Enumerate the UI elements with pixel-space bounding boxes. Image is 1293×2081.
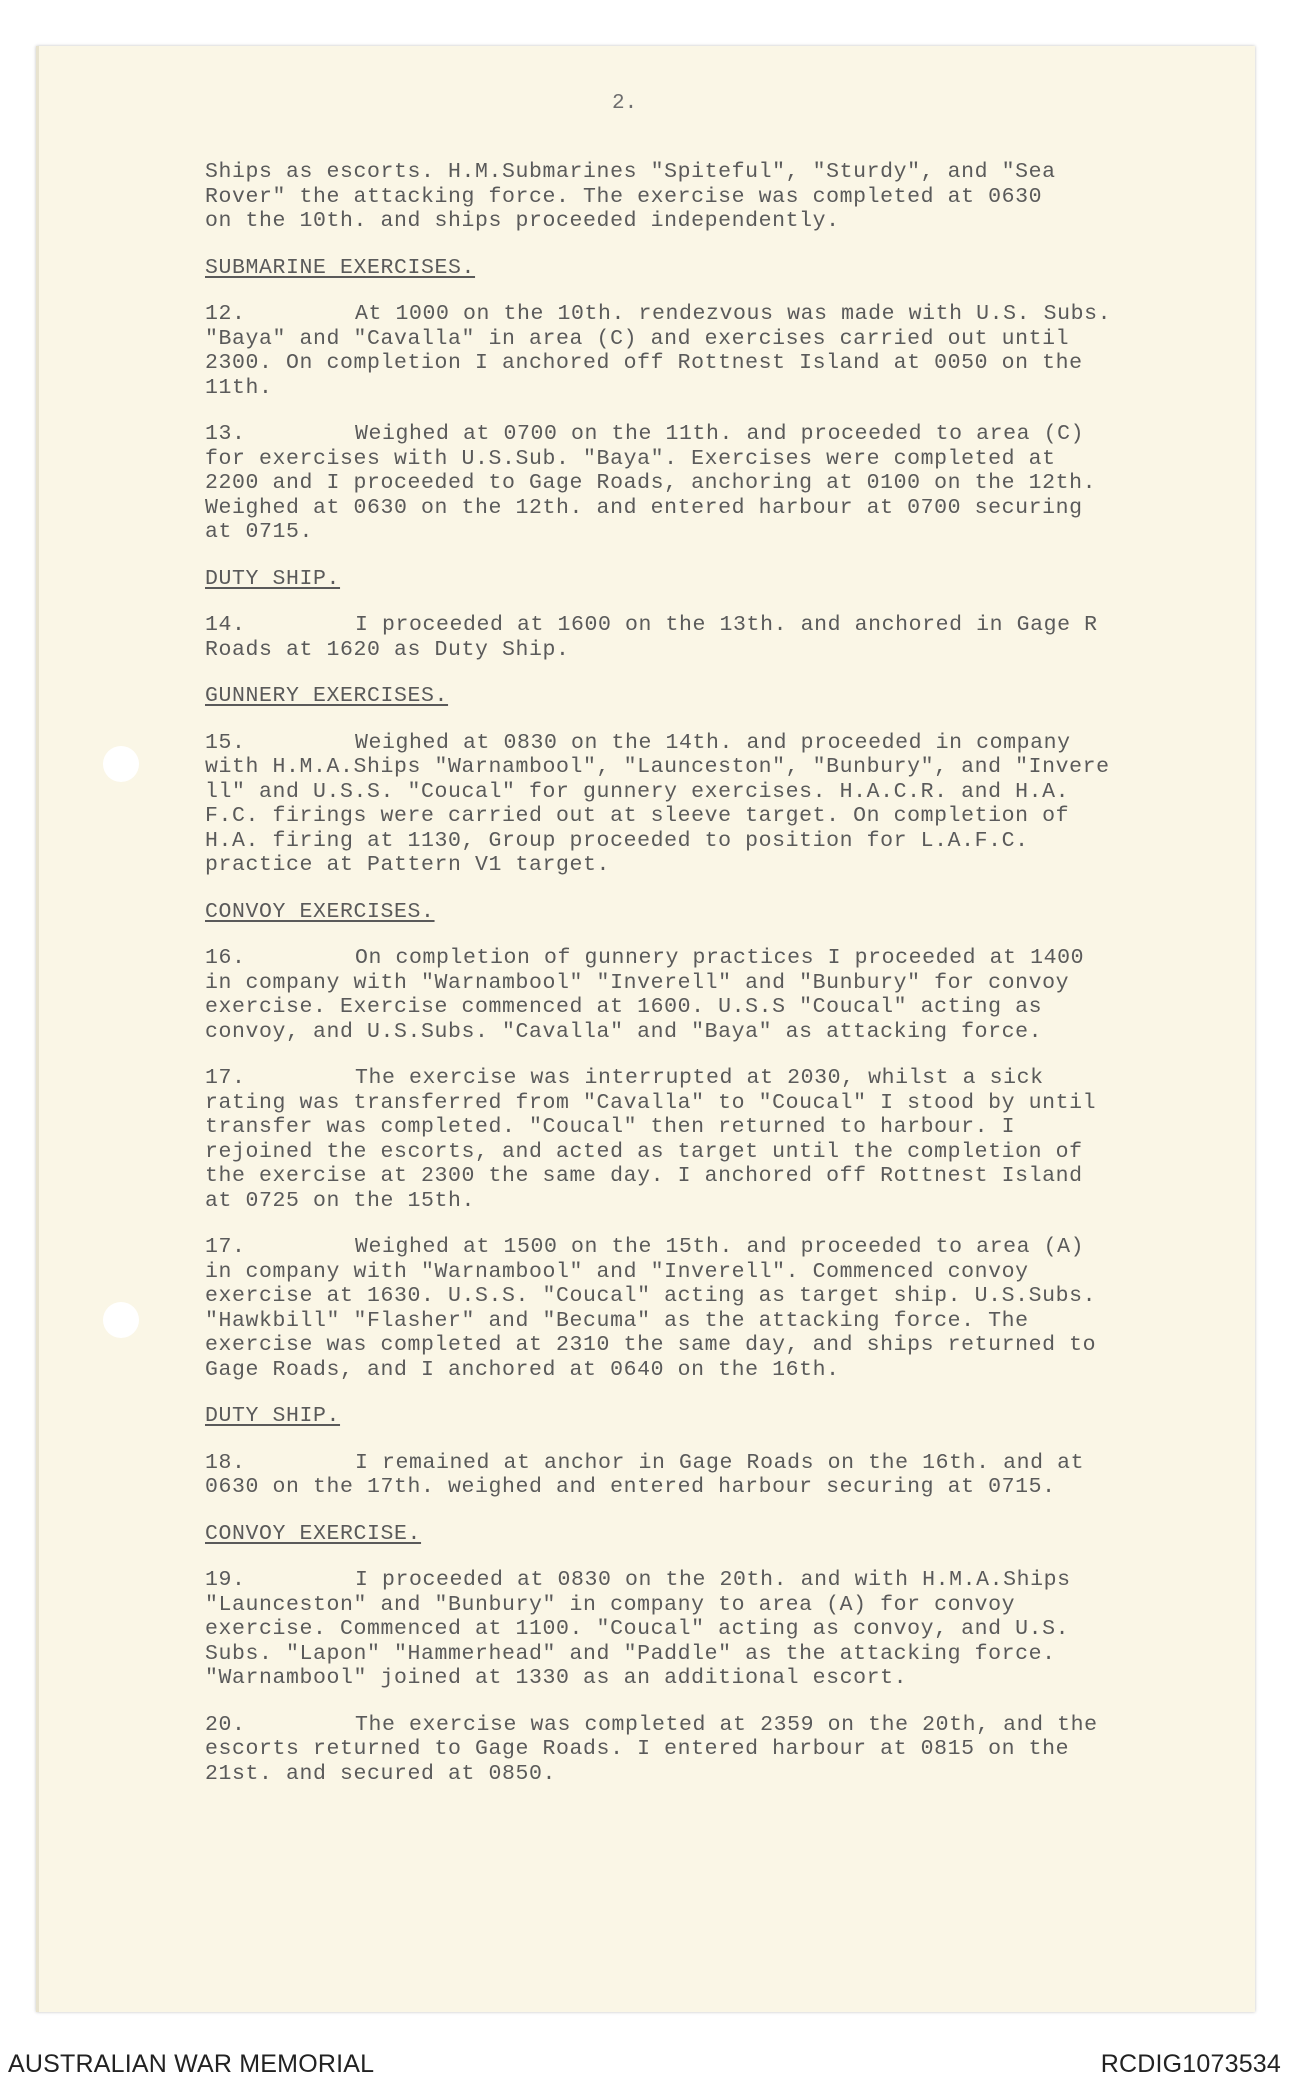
paragraph-number: 13. [205, 422, 246, 446]
section-heading: DUTY SHIP. [205, 566, 341, 591]
section-heading: SUBMARINE EXERCISES. [205, 255, 476, 280]
paragraph-number: 17. [205, 1066, 246, 1090]
paragraph-text: The exercise was interrupted at 2030, whilst a sick rating was transferred from "Cavalla" to "Coucal" I stood by until transfer was completed. "Coucal" then returned to harbour. I rejoined the escorts, and acted as target until the completion of the exercise at 2300 the same day. I anchored off Rottnest Island at 0725 on the 15th. [205, 1066, 1097, 1213]
paragraph-text: Weighed at 0830 on the 14th. and proceeded in company with H.M.A.Ships "Warnambool", "Launceston", "Bunbury", and "Invere ll" and U.S.S. "Coucal" for gunnery exercises. H.A.C.R. and H.A. F.C. firings were carried out at sleeve target. On completion of H.A. firing at 1130, Group proceeded to position for L.A.F.C. practice at Pattern V1 target. [205, 730, 1110, 877]
paragraph-number: 16. [205, 946, 246, 970]
paragraph [205, 1451, 1205, 1500]
document-body [205, 160, 1205, 1808]
paragraph-number: 12. [205, 302, 246, 326]
section-heading: CONVOY EXERCISE. [205, 1521, 422, 1546]
paragraph-text: The exercise was completed at 2359 on the 20th, and the escorts returned to Gage Roads. I entered harbour at 0815 on the 21st. and secured at 0850. [205, 1712, 1098, 1786]
punch-hole [103, 1302, 139, 1338]
paragraph-text: Weighed at 1500 on the 15th. and proceeded to area (A) in company with "Warnambool" and "Inverell". Commenced convoy exercise at 1630. U.S.S. "Coucal" acting as target ship. U.S.Subs. "Hawkbill" "Flasher" and "Becuma" as the attacking force. The exercise was completed at 2310 the same day, and ships returned to Gage Roads, and I anchored at 0640 on the 16th. [205, 1235, 1097, 1382]
paragraph-number: 18. [205, 1450, 246, 1475]
paragraph-text: I proceeded at 1600 on the 13th. and anchored in Gage R Roads at 1620 as Duty Ship. [205, 613, 1098, 662]
paragraph-number: 20. [205, 1712, 246, 1737]
paragraph-text: I remained at anchor in Gage Roads on the 16th. and at 0630 on the 17th. weighed and entered harbour securing at 0715. [205, 1450, 1085, 1499]
page-number: 2. [612, 92, 638, 115]
paragraph-number: 17. [205, 1235, 246, 1259]
paragraph [205, 946, 1205, 1044]
paragraph-text: Weighed at 0700 on the 11th. and proceeded to area (C) for exercises with U.S.Sub. "Baya". Exercises were completed at 2200 and I proceeded to Gage Roads, anchoring at 0100 on the 12th. Weighed at 0630 on the 12th. and entered harbour at 0700 securing at 0715. [205, 422, 1097, 544]
paragraph-number: 19. [205, 1568, 246, 1592]
section-heading: CONVOY EXERCISES. [205, 899, 435, 924]
paragraph [205, 422, 1205, 545]
paragraph [205, 160, 1205, 234]
section-heading: DUTY SHIP. [205, 1404, 341, 1428]
record-id: RCDIG1073534 [1100, 2050, 1281, 2078]
paragraph-number: 14. [205, 613, 246, 637]
paragraph-text: Ships as escorts. H.M.Submarines "Spiteful", "Sturdy", and "Sea Rover" the attacking force. The exercise was completed at 0630 on the 10th. and ships proceeded independently. [205, 160, 1056, 233]
paragraph [205, 302, 1205, 400]
paragraph [205, 1713, 1205, 1787]
punch-hole [103, 746, 139, 782]
paragraph [205, 1066, 1205, 1213]
section-heading: GUNNERY EXERCISES. [205, 684, 449, 708]
paragraph [205, 1235, 1205, 1382]
source-label: AUSTRALIAN WAR MEMORIAL [8, 2050, 375, 2078]
paragraph [205, 613, 1205, 662]
paragraph-number: 15. [205, 730, 246, 755]
paragraph [205, 1568, 1205, 1691]
paragraph-text: On completion of gunnery practices I proceeded at 1400 in company with "Warnambool" "Inverell" and "Bunbury" for convoy exercise. Exercise commenced at 1600. U.S.S "Coucal" acting as convoy, and U.S.Subs. "Cavalla" and "Baya" as attacking force. [205, 946, 1085, 1044]
paragraph-text: At 1000 on the 10th. rendezvous was made with U.S. Subs. "Baya" and "Cavalla" in area (C) and exercises carried out until 2300. On completion I anchored off Rottnest Island at 0050 on the 11th. [205, 302, 1112, 400]
paragraph [205, 731, 1205, 878]
paragraph-text: I proceeded at 0830 on the 20th. and with H.M.A.Ships "Launceston" and "Bunbury" in company to area (A) for convoy exercise. Commenced at 1100. "Coucal" acting as convoy, and U.S. Subs. "Lapon" "Hammerhead" and "Paddle" as the attacking force. "Warnambool" joined at 1330 as an additional escort. [205, 1568, 1071, 1690]
